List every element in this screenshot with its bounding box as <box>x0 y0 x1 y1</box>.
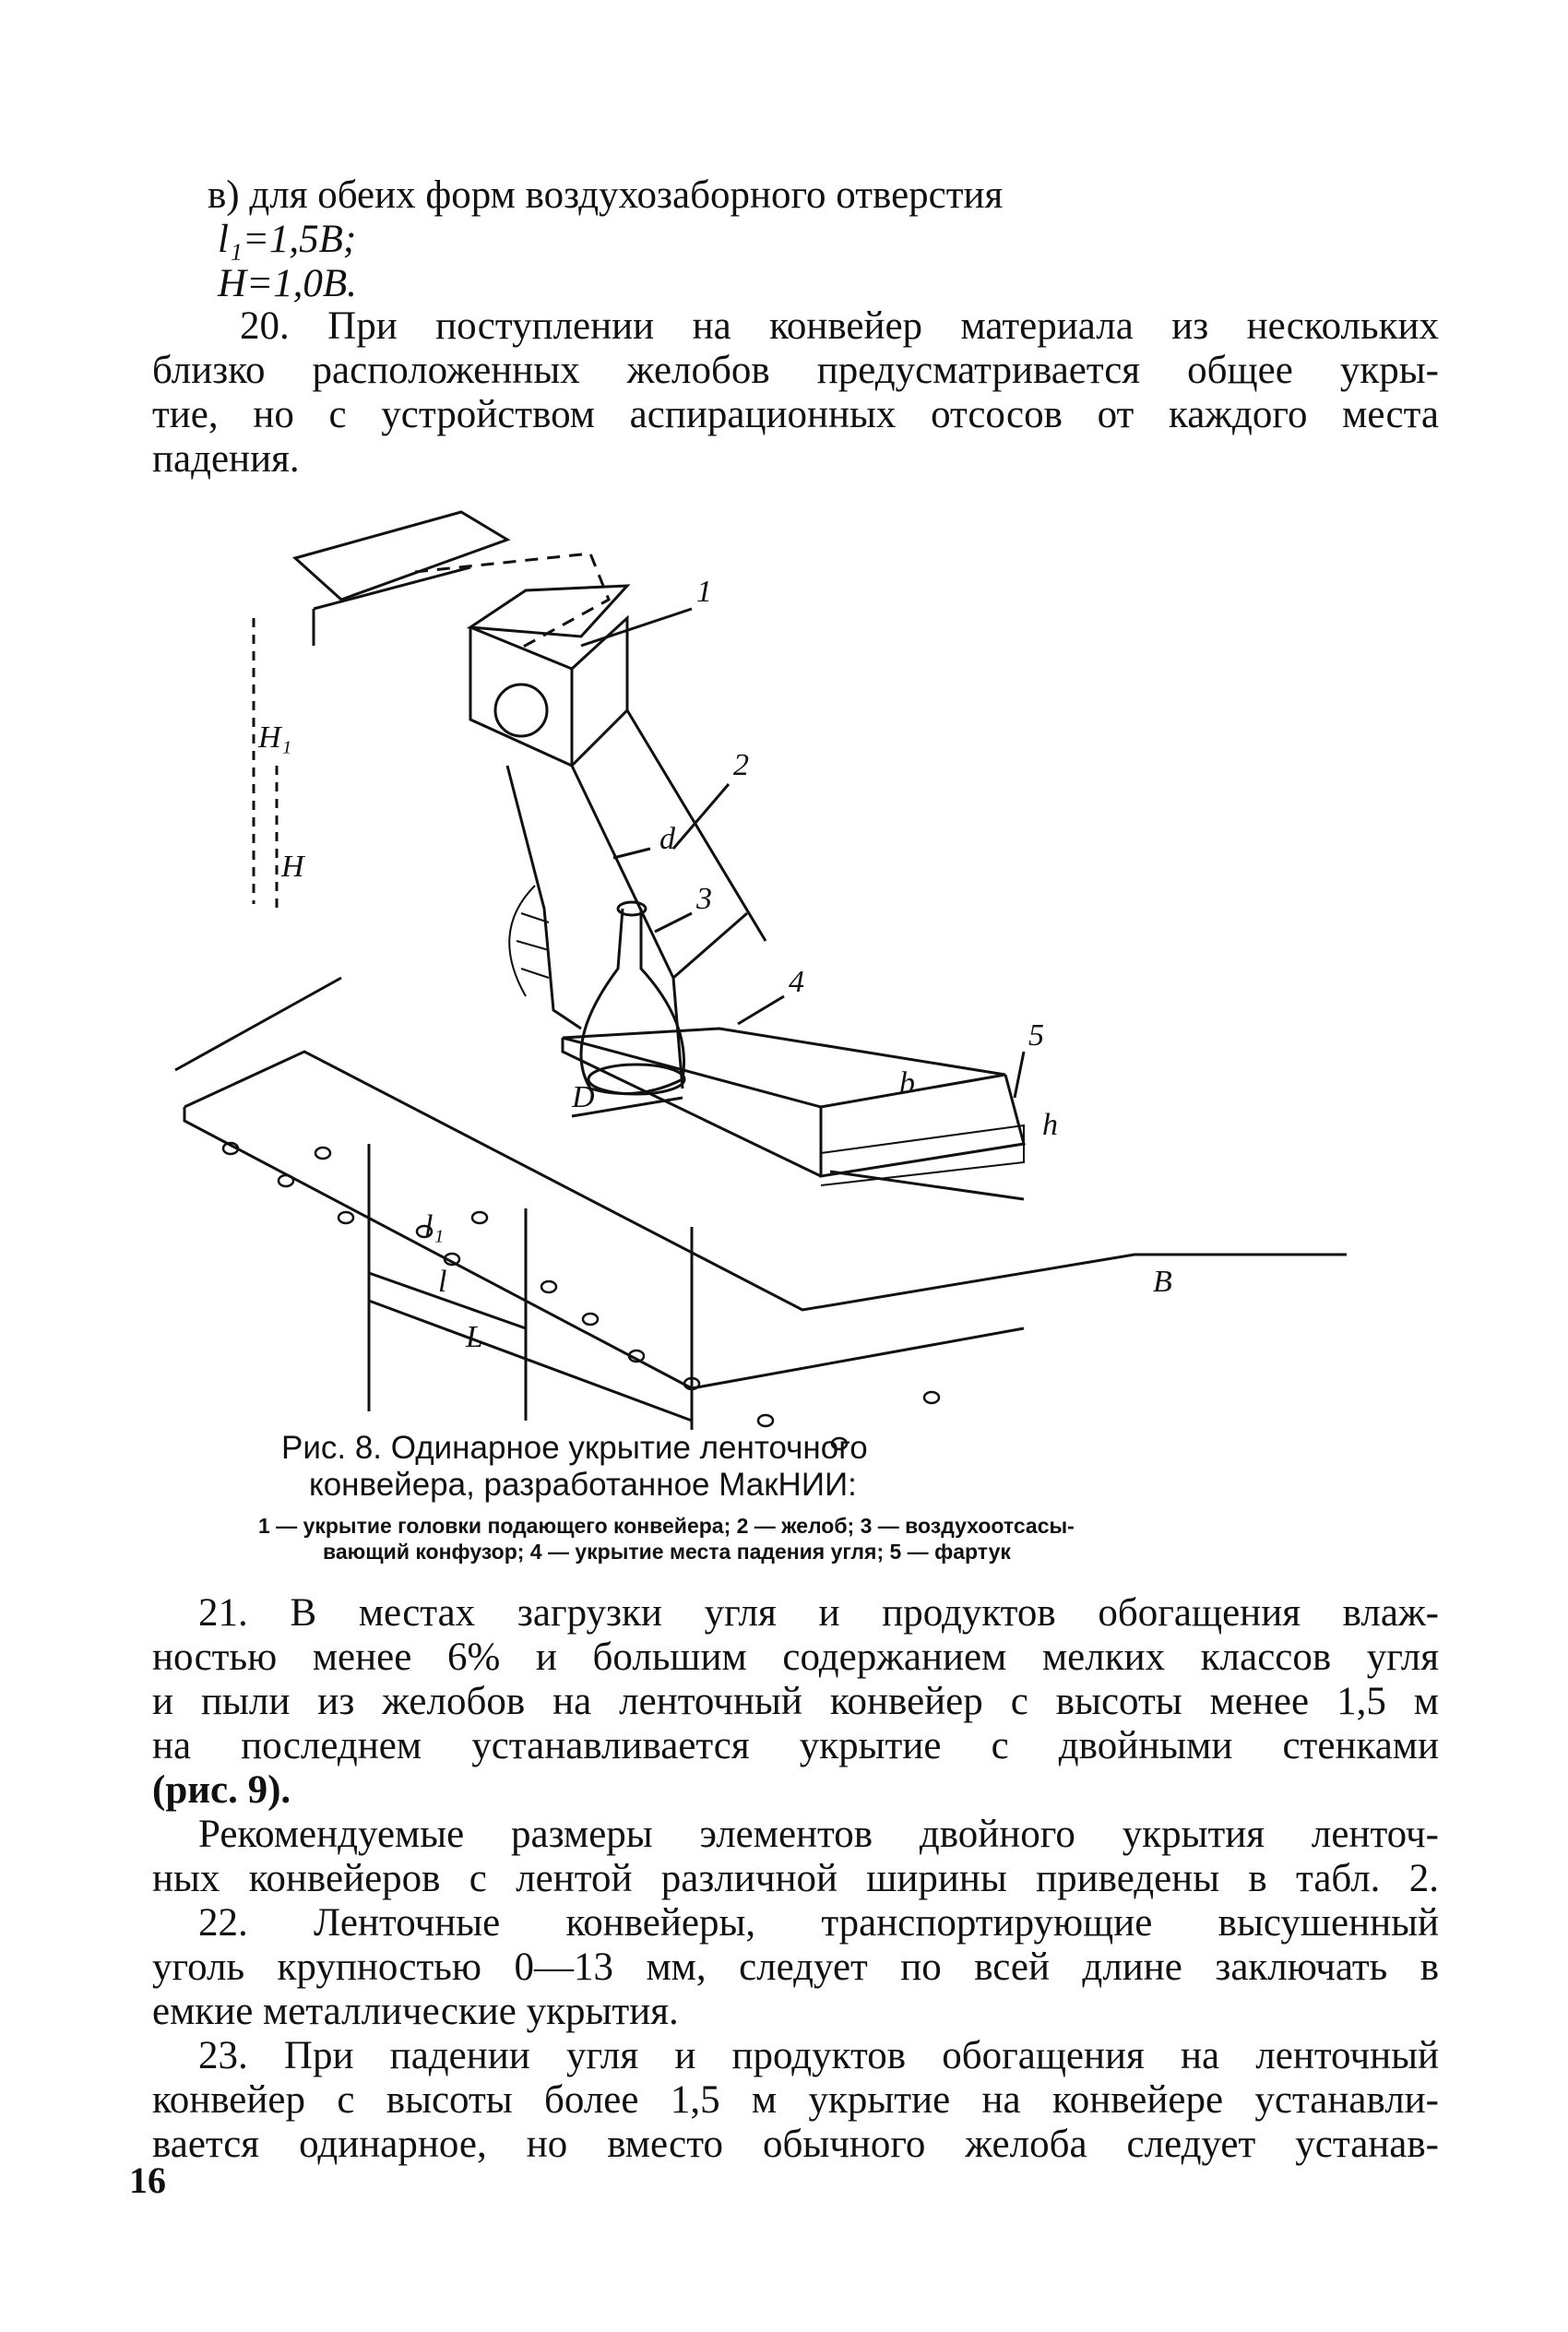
leader-5 <box>1015 1052 1024 1098</box>
leader-2 <box>673 784 729 849</box>
label-d: d <box>659 822 675 856</box>
belt-lower <box>184 1107 1024 1388</box>
paragraph-21-line: 21. В местах загрузки угля и продуктов обогащения влаж- <box>198 1591 1439 1635</box>
paragraph-21-line: (рис. 9). <box>152 1768 291 1812</box>
paragraph-22-line: емкие металлические укрытия. <box>152 1990 679 2033</box>
dim-l-lines <box>369 1227 692 1430</box>
paragraph-20-line: близко расположенных желобов предусматривается общее укры- <box>152 349 1439 392</box>
paragraph-22-line: 22. Ленточные конвейеры, транспортирующие высушенный <box>198 1901 1439 1945</box>
label-5: 5 <box>1028 1018 1044 1053</box>
dim-d <box>613 849 650 858</box>
paragraph-20-line: падения. <box>152 437 300 481</box>
label-D: D <box>572 1080 595 1114</box>
feeding-belt-lower <box>314 567 470 609</box>
chute <box>507 766 581 1029</box>
label-B: B <box>1153 1265 1172 1299</box>
figure-caption-line: Рис. 8. Одинарное укрытие ленточного <box>281 1430 868 1466</box>
text-line: в) для обеих форм воздухозаборного отверстия <box>208 173 1004 217</box>
idler-rollers <box>223 1143 939 1449</box>
label-4: 4 <box>789 965 804 999</box>
leader-4 <box>738 996 784 1024</box>
skirt <box>821 1125 1024 1185</box>
label-b: b <box>899 1066 915 1101</box>
paragraph-21-line: на последнем устанавливается укрытие с двойными стенками <box>152 1724 1439 1767</box>
paragraph-rec-line: ных конвейеров с лентой различной ширины приведены в табл. 2. <box>152 1857 1439 1900</box>
label-3: 3 <box>696 882 712 916</box>
page-number: 16 <box>129 2159 166 2201</box>
label-L: L <box>466 1320 483 1354</box>
label-2: 2 <box>733 748 749 782</box>
label-l1: l₁ <box>424 1209 445 1243</box>
head-cover-front <box>470 627 572 766</box>
formula-l1: l₁=1,5B; <box>218 218 357 261</box>
figure-legend-line: вающий конфузор; 4 — укрытие места падения угля; 5 — фартук <box>323 1540 1011 1564</box>
chute-back <box>673 913 747 978</box>
paragraph-22-line: уголь крупностью 0—13 мм, следует по всей длине заключать в <box>152 1945 1439 1989</box>
label-h: h <box>1042 1108 1058 1142</box>
figure-caption-line: конвейера, разработанное МакНИИ: <box>309 1467 857 1503</box>
paragraph-23-line: 23. При падении угля и продуктов обогащения на ленточный <box>198 2034 1439 2077</box>
paragraph-23-line: вается одинарное, но вместо обычного желоба следует устанав- <box>152 2123 1439 2166</box>
label-l: l <box>438 1265 447 1299</box>
belt-upper <box>184 1052 1347 1310</box>
head-cover <box>470 586 627 637</box>
label-1: 1 <box>696 575 712 609</box>
paragraph-rec-line: Рекомендуемые размеры элементов двойного укрытия ленточ- <box>198 1813 1439 1856</box>
confusor-bottom <box>588 1065 684 1094</box>
belt-outer <box>175 978 341 1070</box>
pulley-circle <box>495 684 547 736</box>
label-H1: H₁ <box>258 720 292 755</box>
leader-3 <box>655 913 692 932</box>
label-H: H <box>281 850 304 884</box>
paragraph-20-line: 20. При поступлении на конвейер материала из нескольких <box>240 304 1439 348</box>
figure-legend-line: 1 — укрытие головки подающего конвейера; 2 — желоб; 3 — воздухоотсасы- <box>258 1514 1075 1538</box>
paragraph-23-line: конвейер с высоты более 1,5 м укрытие на конвейере устанавли- <box>152 2078 1439 2122</box>
leader-1 <box>581 609 692 646</box>
drop-cover-base <box>563 1038 821 1176</box>
drawing-svg <box>258 498 1301 1513</box>
dim-b <box>830 1172 1024 1199</box>
conveyor-cover-drawing <box>258 498 1301 1513</box>
paragraph-21-line: и пыли из желобов на ленточный конвейер с высоты менее 1,5 м <box>152 1680 1439 1723</box>
paragraph-20-line: тие, но с устройством аспирационных отсосов от каждого места <box>152 393 1439 436</box>
paragraph-21-line: ностью менее 6% и большим содержанием мелких классов угля <box>152 1636 1439 1679</box>
formula-h: H=1,0B. <box>218 262 357 305</box>
